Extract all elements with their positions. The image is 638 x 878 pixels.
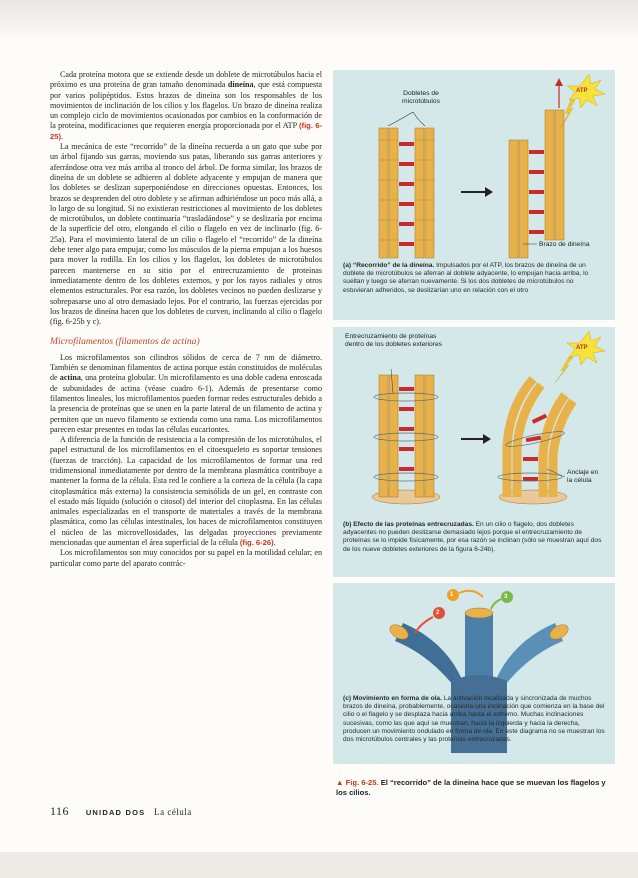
figure-panel-b <box>333 327 615 577</box>
term-dineina: dineína <box>227 80 254 90</box>
marker-1: 1 <box>450 592 454 598</box>
figure-panel-c <box>333 583 615 764</box>
section-subheading: Microfilamentos (filamentos de actina) <box>50 336 200 348</box>
marker-3: 3 <box>504 594 508 600</box>
figure-caption: ▲ Fig. 6-25. El “recorrido” de la dineína hace que se muevan los flagelos y los cilios. <box>336 778 606 797</box>
body-text-column <box>50 70 322 569</box>
atp-burst-icon <box>561 74 605 128</box>
label-anchor: Anclaje en la célula <box>567 469 599 484</box>
paragraph-5: Los microfilamentos son muy conocidos por su papel en la motilidad celular; en particular como parte del aparato contrác- <box>50 548 322 568</box>
arrow-right-icon <box>461 434 491 444</box>
label-crosslinks: Entrecruzamiento de proteínas dentro de los dobletes exteriores <box>345 333 443 348</box>
caption-marker: ▲ <box>336 778 344 787</box>
straight-doublets <box>372 375 440 504</box>
page-number: 116 <box>50 804 70 818</box>
paragraph-1: Cada proteína motora que se extiende desde un doblete de microtúbulos hacia el próximo es una proteína de gran tamaño denominada dineína, que está compuesta por varios polipéptidos. Estos brazos de dineína son los responsables de los movimientos de inclinación de los cilios y los flagelos. Un brazo de dineína realiza un complejo ciclo de movimientos ocasionados por cambios en la conformación de la proteína, modificaciones que requieren energía proporcionada por el ATP (fig. 6-25). <box>50 70 322 141</box>
label-atp: ATP <box>576 345 588 351</box>
figure-panel-a <box>333 70 615 320</box>
caption-panel-c: (c) Movimiento en forma de ola. La activación localizada y sincronizada de muchos brazos de dineína, probablemente, ocasiona una inclinación que comienza en la base del cilio o el flagelo y se desplaza hacia arriba hasta el extremo. Muchas inclinaciones sucesivas, como las que aquí se muestran, hacia la izquierda y hacia la derecha, producen un movimiento ondulado en forma de ola. En este diagrama no se muestran los dos microtúbulos centrales y las proteínas entrecruzadas. <box>343 695 605 744</box>
marker-2: 2 <box>436 610 440 616</box>
arrow-right-icon <box>461 187 493 197</box>
scan-shadow <box>0 0 638 42</box>
doublet-pair-right <box>509 78 564 258</box>
page-footer <box>50 804 192 819</box>
paragraph-2: La mecánica de este “recorrido” de la dineína recuerda a un gato que sube por un árbol fijando sus garras, moviendo sus patas, liberando sus garras anteriores y aferrándose otra vez más arriba al tronco del árbol. De forma similar, los brazos de dineína de un doblete se adhieren al doblete adyacente y empujan de manera que los dobletes se deslizan superponiéndose en direcciones opuestas. Entonces, los brazos se desprenden del otro doblete y se afirman adhiriéndose un poco más allá, a lo largo de su longitud. Si no existieran restricciones al movimiento de los dobletes de microtúbulos, un doblete continuaría “trasladándose” y se deslizaría por encima de la superficie del otro, elongando el cilio o flagelo en vez de inclinarlo (fig. 6-25a). Para el movimiento lateral de un cilio o flagelo el “recorrido” de la dineína debe tener algo para empujar, como los músculos de la pierna empujan a los huesos para mover la rodilla. En los cilios y los flagelos, los dobletes de microtúbulos parecen mantenerse en su sitio por el entrecruzamiento de proteínas inmediatamente dentro de los dobletes externos, y por los rayos radiales y otros elementos estructurales. Por esa razón, los dobletes vecinos no pueden deslizarse y sobrepasarse uno al otro demasiado lejos. Por el contrario, las fuerzas ejercidas por los brazos de dineína hacen que los dobletes de curven, inclinando al cilio o flagelo (fig. 6-25b y c). <box>50 142 322 327</box>
figure-number: Fig. 6-25. <box>345 778 379 787</box>
label-doublets: Dobletes de microtúbulos <box>402 90 440 105</box>
atp-burst-icon <box>555 331 605 383</box>
step-markers <box>415 589 513 633</box>
figure-reference-6-25[interactable]: (fig. 6-25) <box>50 121 322 141</box>
scan-bottom-edge <box>0 852 638 878</box>
label-atp: ATP <box>576 88 588 94</box>
paragraph-4: A diferencia de la función de resistencia a la compresión de los microtúbulos, el papel estructural de los microfilamentos en el citoesqueleto es soportar tensiones (fuerzas de tracción). La capacidad de los microfilamentos de formar una red tridimensional inmediatamente por dentro de la membrana plasmática contribuye a mantener la forma de la célula. Esta red le confiere a la corteza de la célula (la capa citoplasmática más externa) la consistencia semisólida de un gel, en contraste con el estado más líquido (solución o citosol) del interior del citoplasma. En las células animales especializadas en el transporte de materiales a través de la membrana plasmática, como las células intestinales, los haces de microfilamentos constituyen el núcleo de las microvellosidades, las delgadas proyecciones previamente mencionadas que aumentan el área superficial de la célula (fig. 6-26). <box>50 435 322 548</box>
figure-reference-6-26[interactable]: (fig. 6-26) <box>239 538 274 548</box>
label-dynein-arm: Brazo de dineína <box>539 241 590 248</box>
doublet-pair-left <box>379 128 434 258</box>
term-actina: actina <box>59 373 81 383</box>
unit-label: UNIDAD DOS <box>85 808 146 817</box>
caption-panel-a: (a) “Recorrido” de la dineína. Impulsados por el ATP, los brazos de dineína de un doblete de microtúbulos se aferran al doblete adyacente, lo empujan hacia arriba, lo sueltan y luego se aferran nuevamente. Si los dos dobletes de microtúbulos no estuvieran adheridos, se deslizarían uno en relación con el otro <box>343 262 589 294</box>
bent-doublets <box>498 379 573 504</box>
caption-panel-b: (b) Efecto de las proteínas entrecruzadas. En un cilio o flagelo, dos dobletes adyacentes no pueden deslizarse demasiado lejos porque el entrecruzamiento de proteínas se lo impide físicamente, por esa razón se inclinan (sólo se muestran aquí dos de los nueve dobletes exteriores de la figura 6-24b). <box>343 521 602 553</box>
section-label: La célula <box>154 807 192 817</box>
paragraph-3: Los microfilamentos son cilindros sólidos de cerca de 7 nm de diámetro. También se denominan filamentos de actina porque están constituidos de moléculas de actina, una proteína globular. Un microfilamento es una doble cadena enroscada de subunidades de actina (véase cuadro 6-1). Además de presentarse como filamentos lineales, los microfilamentos pueden formar redes estructurales debido a la presencia de proteínas que se unen en la parte lateral de un filamento de actina y permiten que un nuevo filamento se extienda como una rama. Los microfilamentos parecen estar presentes en todas las células eucariontes. <box>50 352 322 434</box>
